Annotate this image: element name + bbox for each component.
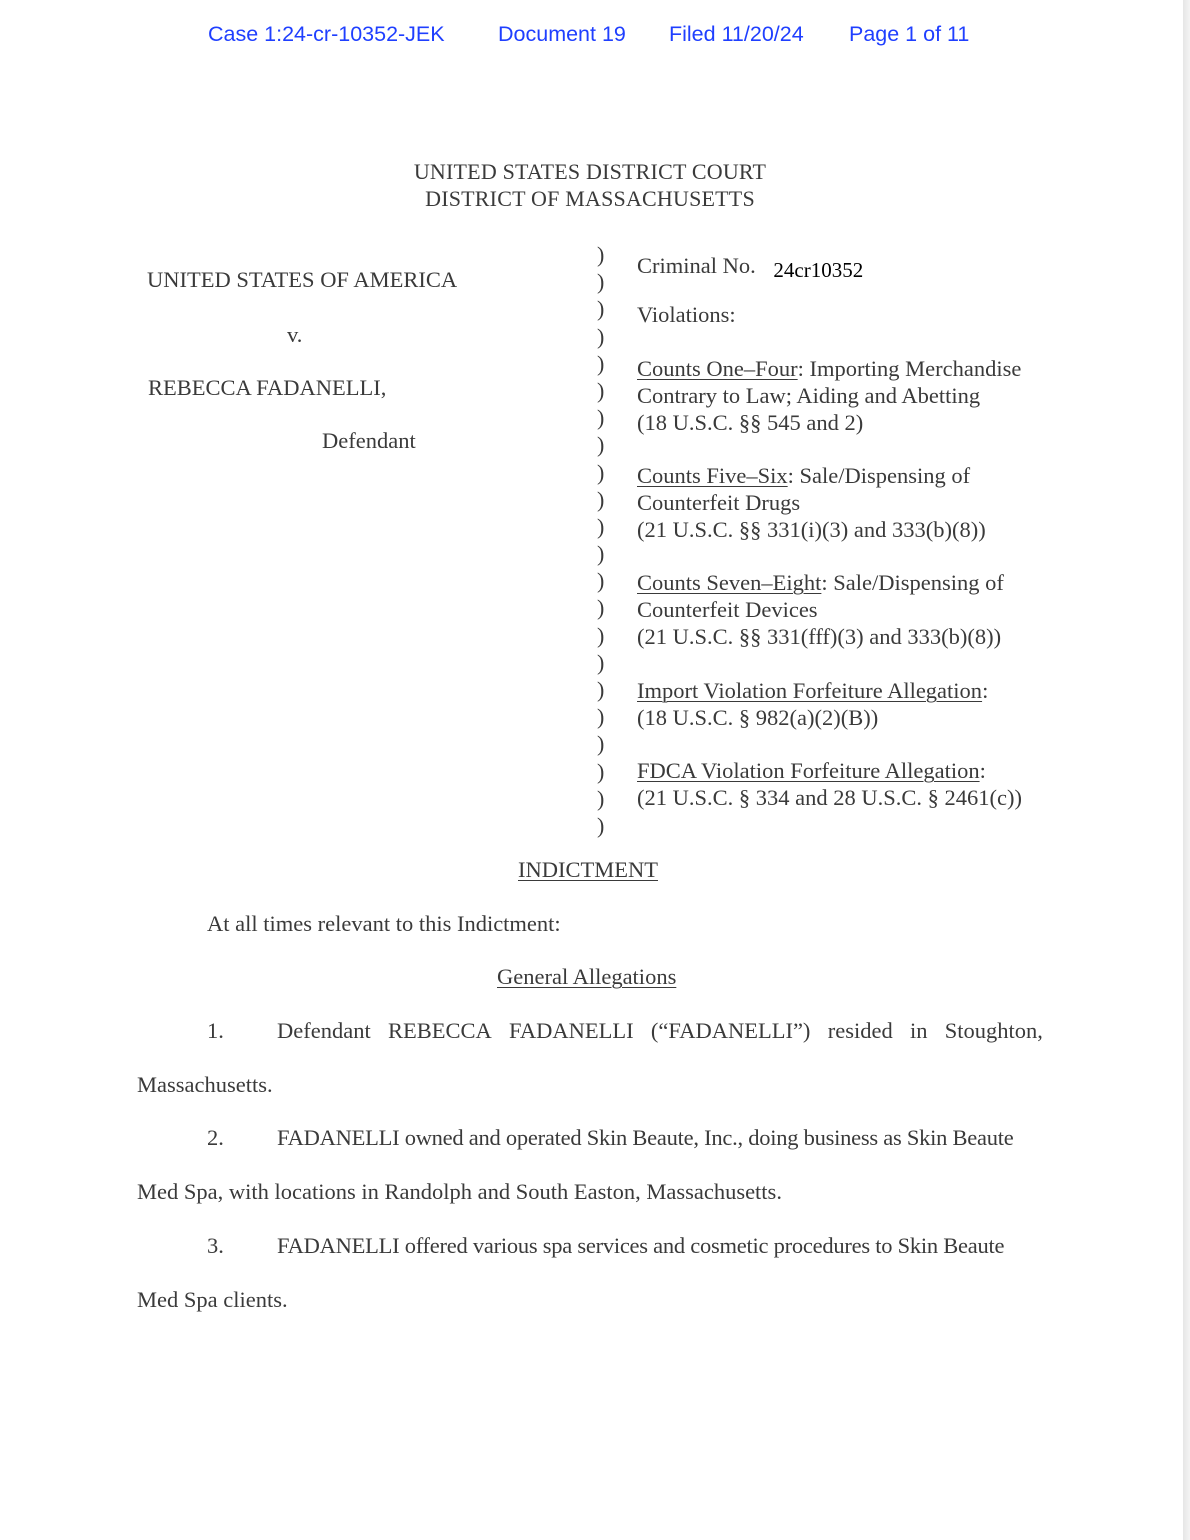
caption-defendant-name: REBECCA FADANELLI, [148, 375, 387, 400]
paragraph-1-word: REBECCA [387, 1018, 492, 1043]
caption-paren: ) [597, 377, 605, 403]
paragraph-3-line1: FADANELLI offered various spa services and cosmetic procedures to Skin Beaute [277, 1233, 1005, 1258]
page-edge-shadow [1183, 0, 1190, 1540]
caption-paren: ) [597, 405, 605, 431]
paragraph-2-number: 2. [207, 1125, 224, 1150]
violation-3-cite: (21 U.S.C. §§ 331(fff)(3) and 333(b)(8)) [637, 624, 1002, 649]
paragraph-1-line2: Massachusetts. [137, 1072, 273, 1097]
section-heading: General Allegations [497, 964, 677, 989]
violation-2-cite: (21 U.S.C. §§ 331(i)(3) and 333(b)(8)) [637, 517, 986, 542]
caption-paren: ) [597, 486, 605, 512]
violation-5-line1: FDCA Violation Forfeiture Allegation: [637, 758, 986, 783]
document-number: Document 19 [498, 22, 626, 46]
caption-versus: v. [287, 322, 303, 347]
paragraph-1-word: Defendant [277, 1018, 371, 1043]
violation-2-line1: Counts Five–Six: Sale/Dispensing of [637, 463, 971, 488]
paragraph-1-line1 [277, 1018, 1043, 1044]
caption-paren: ) [597, 269, 605, 295]
case-number: Case 1:24-cr-10352-JEK [208, 22, 445, 46]
paragraph-1-word: FADANELLI [509, 1018, 634, 1043]
violations-label: Violations: [637, 302, 736, 327]
violation-4-line1: Import Violation Forfeiture Allegation: [637, 678, 989, 703]
caption-paren: ) [597, 731, 605, 757]
violation-5-title: FDCA Violation Forfeiture Allegation [637, 758, 980, 783]
caption-paren: ) [597, 296, 605, 322]
paragraph-2-line1: FADANELLI owned and operated Skin Beaute, Inc., doing business as Skin Beaute [277, 1125, 1014, 1150]
caption-paren: ) [597, 459, 605, 485]
violation-3-title: Counts Seven–Eight [637, 570, 822, 595]
caption-paren: ) [597, 432, 605, 458]
paragraph-3-line2: Med Spa clients. [137, 1287, 288, 1312]
caption-paren: ) [597, 541, 605, 567]
violation-5-cite: (21 U.S.C. § 334 and 28 U.S.C. § 2461(c)) [637, 785, 1022, 810]
violation-4-cite: (18 U.S.C. § 982(a)(2)(B)) [637, 705, 879, 730]
filed-date: Filed 11/20/24 [669, 22, 804, 46]
paragraph-1-word: Stoughton, [944, 1018, 1043, 1043]
criminal-number-label: Criminal No. [637, 253, 756, 278]
paragraph-1-word: in [909, 1018, 928, 1043]
violation-2-line2: Counterfeit Drugs [637, 490, 801, 515]
paragraph-1-word: resided [827, 1018, 893, 1043]
violation-1-title: Counts One–Four [637, 356, 798, 381]
caption-paren: ) [597, 622, 605, 648]
caption-paren: ) [597, 649, 605, 675]
violation-4-title: Import Violation Forfeiture Allegation [637, 678, 983, 703]
caption-paren: ) [597, 323, 605, 349]
court-district: DISTRICT OF MASSACHUSETTS [425, 186, 755, 211]
caption-paren: ) [597, 785, 605, 811]
page-number: Page 1 of 11 [849, 22, 970, 46]
criminal-number-row [637, 253, 864, 282]
paragraph-2-line2: Med Spa, with locations in Randolph and South Easton, Massachusetts. [137, 1179, 782, 1204]
caption-defendant-role: Defendant [322, 428, 416, 453]
violation-1-line2: Contrary to Law; Aiding and Abetting [637, 383, 981, 408]
caption-paren: ) [597, 758, 605, 784]
paragraph-1-number: 1. [207, 1018, 224, 1043]
caption-paren: ) [597, 812, 605, 838]
paragraph-3-number: 3. [207, 1233, 224, 1258]
violation-2-title: Counts Five–Six [637, 463, 788, 488]
caption-paren: ) [597, 513, 605, 539]
caption-paren: ) [597, 595, 605, 621]
caption-paren: ) [597, 350, 605, 376]
criminal-number-value: 24cr10352 [773, 258, 864, 282]
caption-paren: ) [597, 242, 605, 267]
caption-plaintiff: UNITED STATES OF AMERICA [147, 267, 458, 292]
ecf-header [0, 22, 1190, 52]
caption-paren: ) [597, 677, 605, 702]
caption-parentheses [597, 241, 617, 839]
caption-paren: ) [597, 568, 605, 594]
violation-3-line1: Counts Seven–Eight: Sale/Dispensing of [637, 570, 1004, 595]
violation-1-line1: Counts One–Four: Importing Merchandise [637, 356, 1022, 381]
violation-3-line2: Counterfeit Devices [637, 597, 818, 622]
violation-1-cite: (18 U.S.C. §§ 545 and 2) [637, 410, 864, 435]
paragraph-1-word: (“FADANELLI”) [650, 1018, 811, 1043]
court-name: UNITED STATES DISTRICT COURT [413, 159, 767, 184]
indictment-intro: At all times relevant to this Indictment: [207, 911, 561, 936]
indictment-title: INDICTMENT [518, 857, 658, 882]
caption-paren: ) [597, 704, 605, 730]
